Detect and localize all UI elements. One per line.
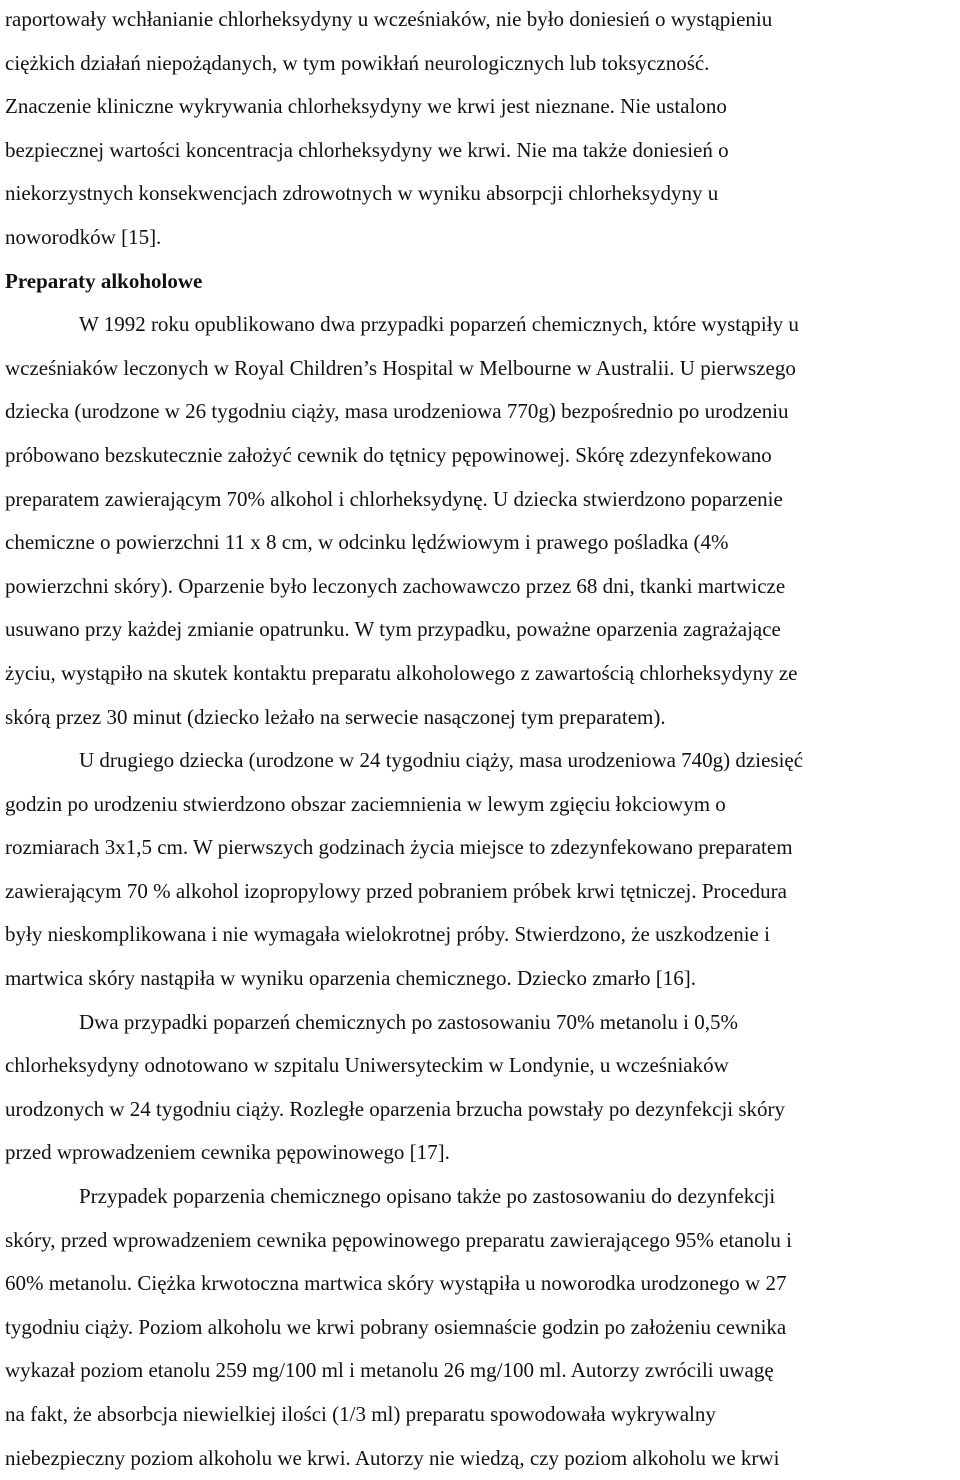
text-line: dziecka (urodzone w 26 tygodniu ciąży, masa urodzeniowa 770g) bezpośrednio po urodzeniu xyxy=(5,399,789,424)
paragraph-case-4 xyxy=(5,1175,956,1480)
text-line: zawierającym 70 % alkohol izopropylowy przed pobraniem próbek krwi tętniczej. Procedura xyxy=(5,878,787,903)
text-line: niebezpieczny poziom alkoholu we krwi. Autorzy nie wiedzą, czy poziom alkoholu we krwi xyxy=(5,1445,780,1470)
text-line: preparatem zawierającym 70% alkohol i chlorheksydynę. U dziecka stwierdzono poparzenie xyxy=(5,486,783,511)
text-line: noworodków [15]. xyxy=(5,224,162,249)
text-line: chemiczne o powierzchni 11 x 8 cm, w odcinku lędźwiowym i prawego pośladka (4% xyxy=(5,530,729,555)
text-line: Dwa przypadki poparzeń chemicznych po zastosowaniu 70% metanolu i 0,5% xyxy=(79,1009,738,1034)
text-line: tygodniu ciąży. Poziom alkoholu we krwi pobrany osiemnaście godzin po założeniu cewnika xyxy=(5,1314,787,1339)
text-line: wcześniaków leczonych w Royal Children’s Hospital w Melbourne w Australii. U pierwszego xyxy=(5,355,796,380)
text-line: Znaczenie kliniczne wykrywania chlorheksydyny we krwi jest nieznane. Nie ustalono xyxy=(5,94,727,119)
text-line: skórą przez 30 minut (dziecko leżało na serwecie nasączonej tym preparatem). xyxy=(5,704,666,729)
text-line: próbowano bezskutecznie założyć cewnik do tętnicy pępowinowej. Skórę zdezynfekowano xyxy=(5,442,772,467)
text-line: niekorzystnych konsekwencjach zdrowotnych w wyniku absorpcji chlorheksydyny u xyxy=(5,181,719,206)
text-line: ciężkich działań niepożądanych, w tym powikłań neurologicznych lub toksyczność. xyxy=(5,50,710,75)
text-line: U drugiego dziecka (urodzone w 24 tygodniu ciąży, masa urodzeniowa 740g) dziesięć xyxy=(79,748,804,773)
text-line: Przypadek poparzenia chemicznego opisano także po zastosowaniu do dezynfekcji xyxy=(79,1184,776,1209)
paragraph-case-1 xyxy=(5,303,956,739)
text-line: przed wprowadzeniem cewnika pępowinowego [17]. xyxy=(5,1140,450,1165)
text-line: rozmiarach 3x1,5 cm. W pierwszych godzinach życia miejsce to zdezynfekowano preparatem xyxy=(5,835,793,860)
text-line: godzin po urodzeniu stwierdzono obszar zaciemnienia w lewym zgięciu łokciowym o xyxy=(5,791,726,816)
paragraph-case-3 xyxy=(5,1001,956,1175)
paragraph-case-2 xyxy=(5,739,956,1001)
text-line: chlorheksydyny odnotowano w szpitalu Uniwersyteckim w Londynie, u wcześniaków xyxy=(5,1053,729,1078)
text-line: życiu, wystąpiło na skutek kontaktu preparatu alkoholowego z zawartością chlorheksydyny ze xyxy=(5,660,798,685)
text-line: skóry, przed wprowadzeniem cewnika pępowinowego preparatu zawierającego 95% etanolu i xyxy=(5,1227,792,1252)
text-line: usuwano przy każdej zmianie opatrunku. W tym przypadku, poważne oparzenia zagrażające xyxy=(5,617,781,642)
section-heading: Preparaty alkoholowe xyxy=(5,268,203,293)
text-line: na fakt, że absorbcja niewielkiej ilości (1/3 ml) preparatu spowodowała wykrywalny xyxy=(5,1402,716,1426)
text-line: 60% metanolu. Ciężka krwotoczna martwica skóry wystąpiła u noworodka urodzonego w 27 xyxy=(5,1271,787,1296)
text-line: urodzonych w 24 tygodniu ciąży. Rozległe oparzenia brzucha powstały po dezynfekcji skóry xyxy=(5,1096,786,1121)
text-line: powierzchni skóry). Oparzenie było leczonych zachowawczo przez 68 dni, tkanki martwicze xyxy=(5,573,786,598)
text-line: były nieskomplikowana i nie wymagała wielokrotnej próby. Stwierdzono, że uszkodzenie i xyxy=(5,922,770,947)
text-line: wykazał poziom etanolu 259 mg/100 ml i metanolu 26 mg/100 ml. Autorzy zwrócili uwagę xyxy=(5,1358,774,1383)
paragraph-intro xyxy=(5,0,956,260)
text-line: martwica skóry nastąpiła w wyniku oparzenia chemicznego. Dziecko zmarło [16]. xyxy=(5,966,696,991)
text-line: bezpiecznej wartości koncentracja chlorheksydyny we krwi. Nie ma także doniesień o xyxy=(5,137,729,162)
text-line: raportowały wchłanianie chlorheksydyny u wcześniaków, nie było doniesień o wystąpieniu xyxy=(5,7,773,31)
text-line: W 1992 roku opublikowano dwa przypadki poparzeń chemicznych, które wystąpiły u xyxy=(79,312,799,337)
